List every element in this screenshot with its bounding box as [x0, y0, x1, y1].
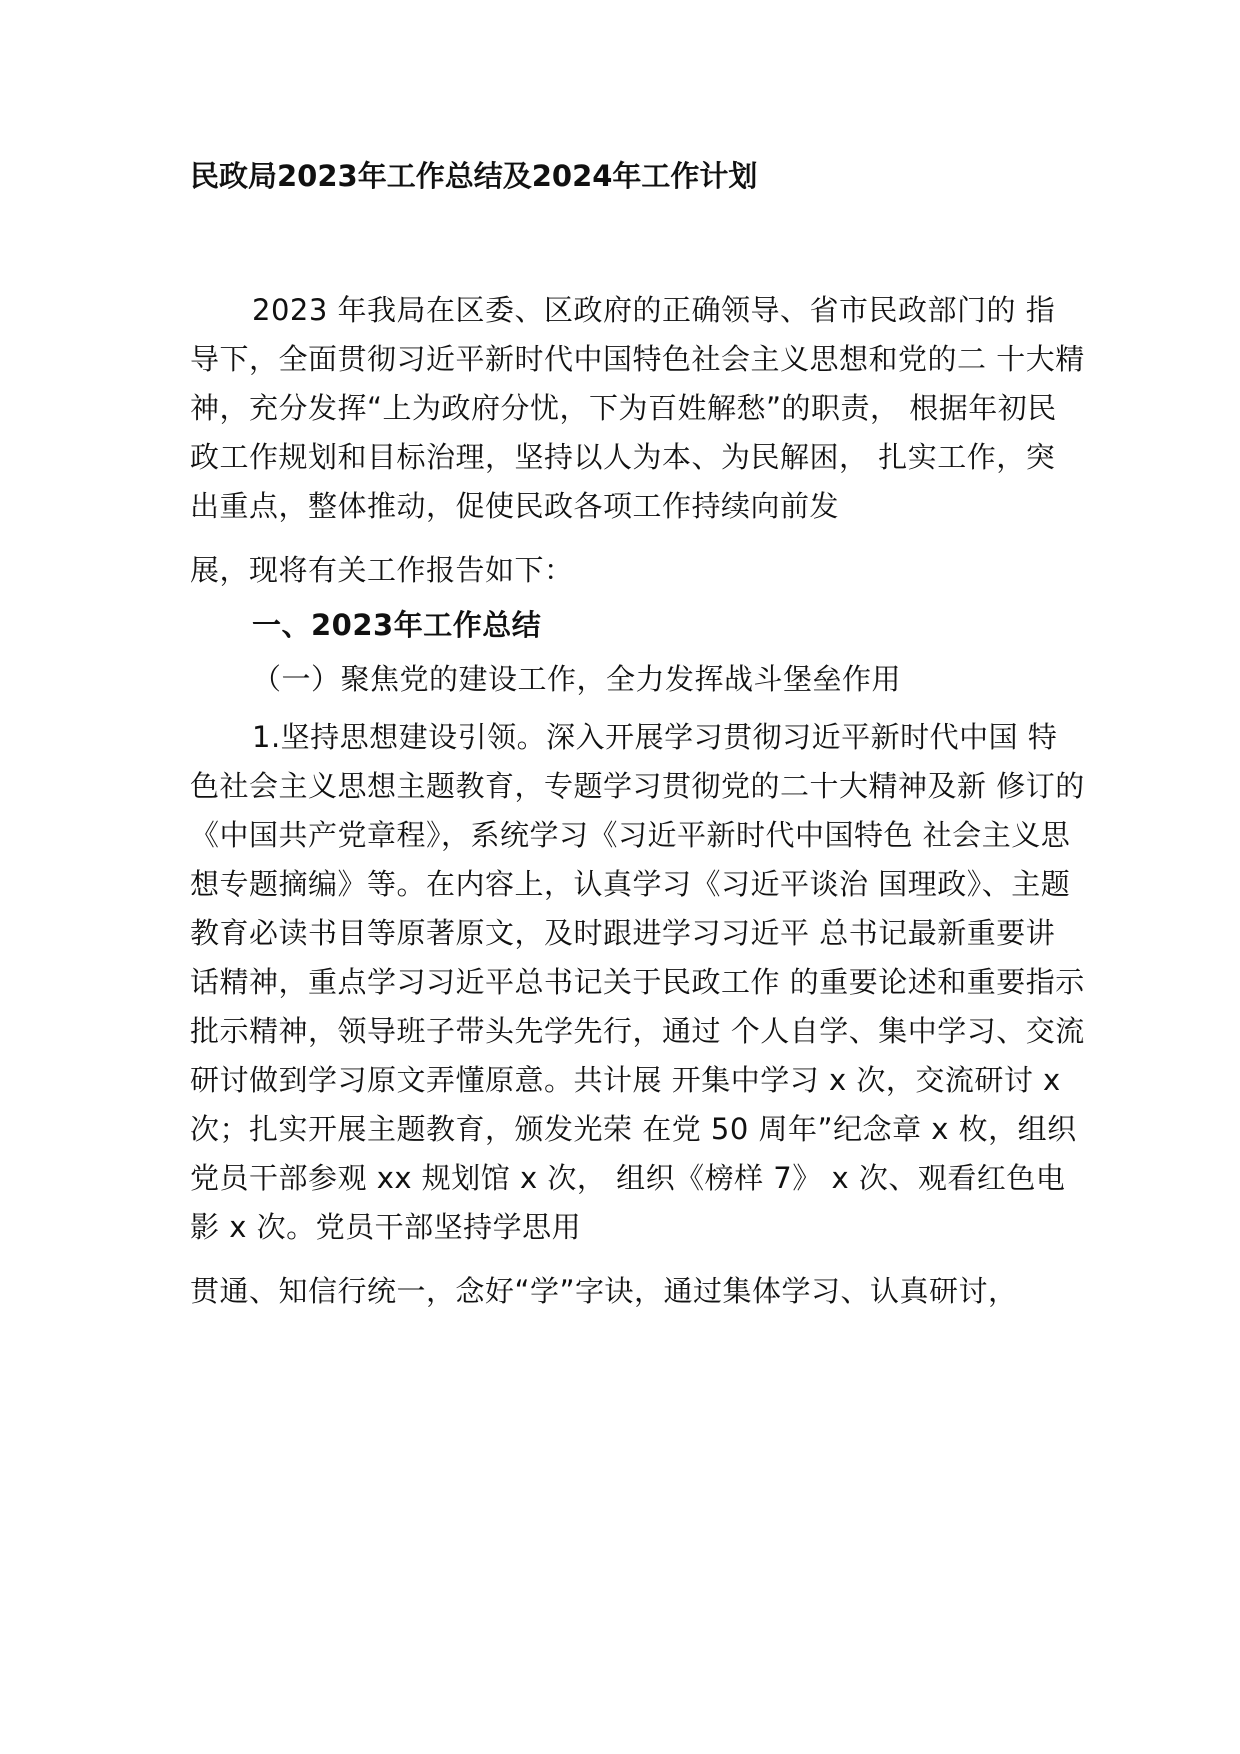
- paragraph-line: 1.坚持思想建设引领。深入开展学习贯彻习近平新时代中国 特: [252, 720, 1058, 754]
- paragraph-line: 《中国共产党章程》，系统学习《习近平新时代中国特色 社会主义思: [190, 818, 1071, 852]
- paragraph-line: 导下，全面贯彻习近平新时代中国特色社会主义思想和党的二 十大精: [190, 342, 1085, 376]
- paragraph-line: 贯通、知信行统一，念好“学”字诀，通过集体学习、认真研讨，: [190, 1274, 1018, 1308]
- paragraph-line: 色社会主义思想主题教育，专题学习贯彻党的二十大精神及新 修订的: [190, 769, 1085, 803]
- section-heading: 一、2023年工作总结: [252, 608, 542, 642]
- paragraph-line: 影 x 次。党员干部坚持学思用: [190, 1210, 582, 1244]
- paragraph-line: 政工作规划和目标治理，坚持以人为本、为民解困， 扎实工作，突: [190, 440, 1056, 474]
- paragraph-line: 展，现将有关工作报告如下：: [190, 553, 574, 587]
- paragraph-line: 神，充分发挥“上为政府分忧，下为百姓解愁”的职责， 根据年初民: [190, 391, 1057, 425]
- paragraph-line: 党员干部参观 xx 规划馆 x 次， 组织《榜样 7》 x 次、观看红色电: [190, 1161, 1066, 1195]
- paragraph-line: 教育必读书目等原著原文，及时跟进学习习近平 总书记最新重要讲: [190, 916, 1056, 950]
- subsection-heading: （一）聚焦党的建设工作，全力发挥战斗堡垒作用: [252, 662, 902, 696]
- paragraph-line: 次；扎实开展主题教育，颁发光荣 在党 50 周年”纪念章 x 枚，组织: [190, 1112, 1077, 1146]
- paragraph-line: 批示精神，领导班子带头先学先行，通过 个人自学、集中学习、交流: [190, 1014, 1085, 1048]
- document-title: 民政局2023年工作总结及2024年工作计划: [190, 159, 758, 193]
- paragraph-line: 想专题摘编》等。在内容上，认真学习《习近平谈治 国理政》、主题: [190, 867, 1071, 901]
- paragraph-line: 话精神，重点学习习近平总书记关于民政工作 的重要论述和重要指示: [190, 965, 1085, 999]
- paragraph-line: 出重点，整体推动，促使民政各项工作持续向前发: [190, 489, 840, 523]
- paragraph-line: 2023 年我局在区委、区政府的正确领导、省市民政部门的 指: [252, 293, 1056, 327]
- paragraph-line: 研讨做到学习原文弄懂原意。共计展 开集中学习 x 次，交流研讨 x: [190, 1063, 1061, 1097]
